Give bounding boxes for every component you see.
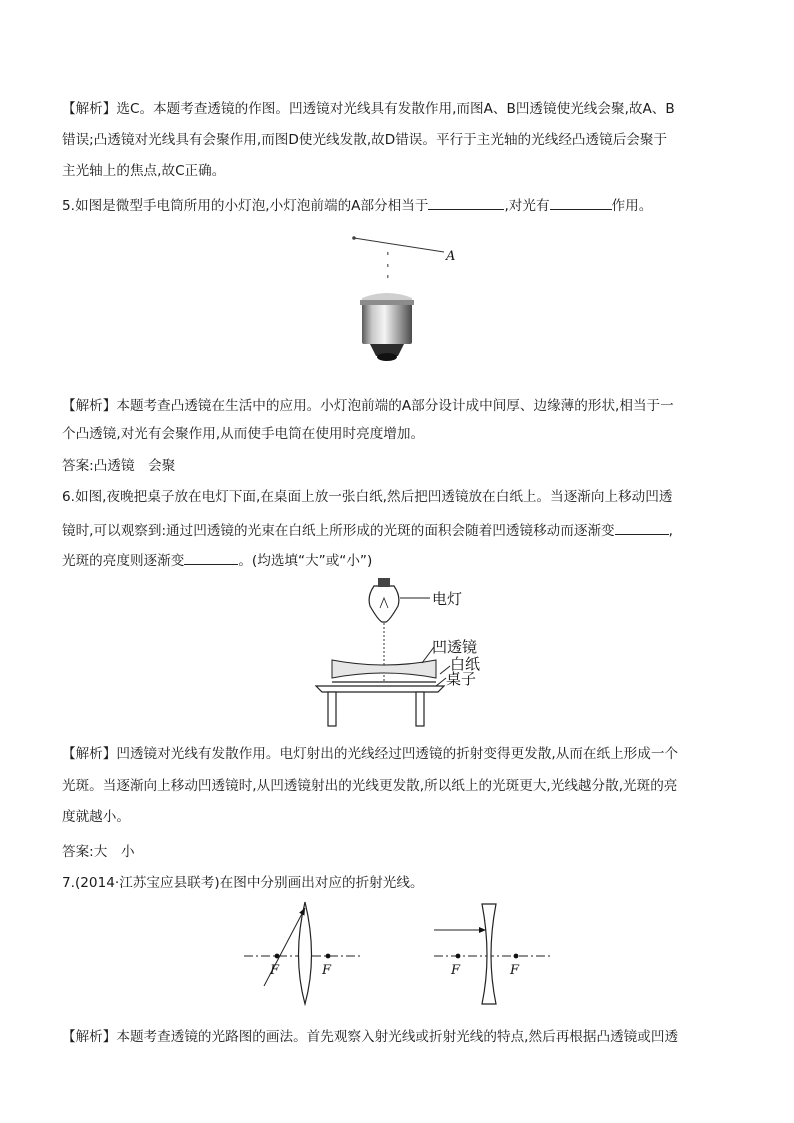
q6-line-3-end: 。(均选填“大”或“小”) — [238, 553, 373, 569]
bulb-tip — [352, 236, 356, 240]
focus-right-1 — [456, 954, 461, 959]
q4-analysis-line-3: 主光轴上的焦点,故C正确。 — [62, 163, 226, 179]
bulb-base — [362, 302, 412, 344]
q5-answer-blank-1[interactable] — [428, 195, 504, 210]
q6-analysis-line-3: 度就越小。 — [62, 809, 130, 825]
focus-label-left-1: F — [270, 963, 280, 978]
q5-text-a: 5.如图是微型手电筒所用的小灯泡,小灯泡前端的A部分相当于 — [62, 198, 429, 214]
q6-line-2-text: 镜时,可以观察到:通过凹透镜的光束在白纸上所形成的光斑的面积会随着凹透镜移动而逐渐变 — [62, 523, 615, 539]
focus-label-right-2: F — [510, 963, 520, 978]
table-top — [316, 686, 444, 692]
q5-analysis-line-1: 【解析】本题考查凸透镜在生活中的应用。小灯泡前端的A部分设计成中间厚、边缘薄的形状,相当于一 — [62, 398, 674, 414]
label-lens: 凹透镜 — [432, 638, 478, 656]
refraction-figure — [240, 898, 560, 1010]
q5-text-b: ,对光有 — [504, 198, 550, 214]
label-paper: 白纸 — [450, 655, 481, 673]
q5-answer: 答案:凸透镜 会聚 — [62, 458, 176, 474]
q6-answer-blank-1[interactable] — [615, 520, 669, 535]
q5-analysis-line-2: 个凸透镜,对光有会聚作用,从而使手电筒在使用时亮度增加。 — [62, 426, 425, 442]
q6-line-3 — [62, 550, 734, 570]
q4-analysis-line-2: 错误;凸透镜对光线具有会聚作用,而图D使光线发散,故D错误。平行于主光轴的光线经凸透镜后会聚于 — [62, 132, 668, 148]
q6-answer-blank-2[interactable] — [184, 550, 238, 565]
q6-line-2 — [62, 520, 734, 540]
concave-lens-diagram — [482, 904, 496, 1004]
q6-answer: 答案:大 小 — [62, 844, 135, 860]
q6-analysis-line-1: 【解析】凹透镜对光线有发散作用。电灯射出的光线经过凹透镜的折射变得更发散,从而在纸上形成一个 — [62, 746, 679, 762]
q5-answer-blank-2[interactable] — [550, 195, 612, 210]
focus-label-left-2: F — [322, 963, 332, 978]
q5-question — [62, 195, 734, 215]
q6-analysis-line-2: 光斑。当逐渐向上移动凹透镜时,从凹透镜射出的光线更发散,所以纸上的光斑更大,光线越分散,光斑的亮 — [62, 778, 678, 794]
lamp-table-figure — [312, 576, 492, 728]
q6-line-2-end: , — [668, 523, 673, 539]
focus-right-2 — [514, 954, 519, 959]
bulb-figure — [340, 228, 470, 368]
table-leg-left — [328, 692, 336, 726]
pointer-line — [354, 238, 444, 252]
q6-line-1: 6.如图,夜晚把桌子放在电灯下面,在桌面上放一张白纸,然后把凹透镜放在白纸上。当逐渐向上移动凹透 — [62, 489, 673, 505]
q7-question: 7.(2014·江苏宝应县联考)在图中分别画出对应的折射光线。 — [62, 875, 424, 891]
focus-left-2 — [326, 954, 331, 959]
q4-analysis-line-1: 【解析】选C。本题考查透镜的作图。凹透镜对光线具有发散作用,而图A、B凹透镜使光线会聚,故A、B — [62, 101, 675, 117]
q6-line-3-text: 光斑的亮度则逐渐变 — [62, 553, 185, 569]
label-table: 桌子 — [446, 670, 477, 688]
label-lamp: 电灯 — [432, 590, 463, 608]
lamp-bulb — [369, 586, 399, 622]
table-leg-right — [416, 692, 424, 726]
focus-label-right-1: F — [451, 963, 461, 978]
focus-left-1 — [275, 954, 280, 959]
label-a: A — [446, 249, 456, 264]
q7-analysis-line-1: 【解析】本题考查透镜的光路图的画法。首先观察入射光线或折射光线的特点,然后再根据凸透镜或凹透 — [62, 1029, 679, 1045]
q5-text-c: 作用。 — [611, 198, 653, 214]
